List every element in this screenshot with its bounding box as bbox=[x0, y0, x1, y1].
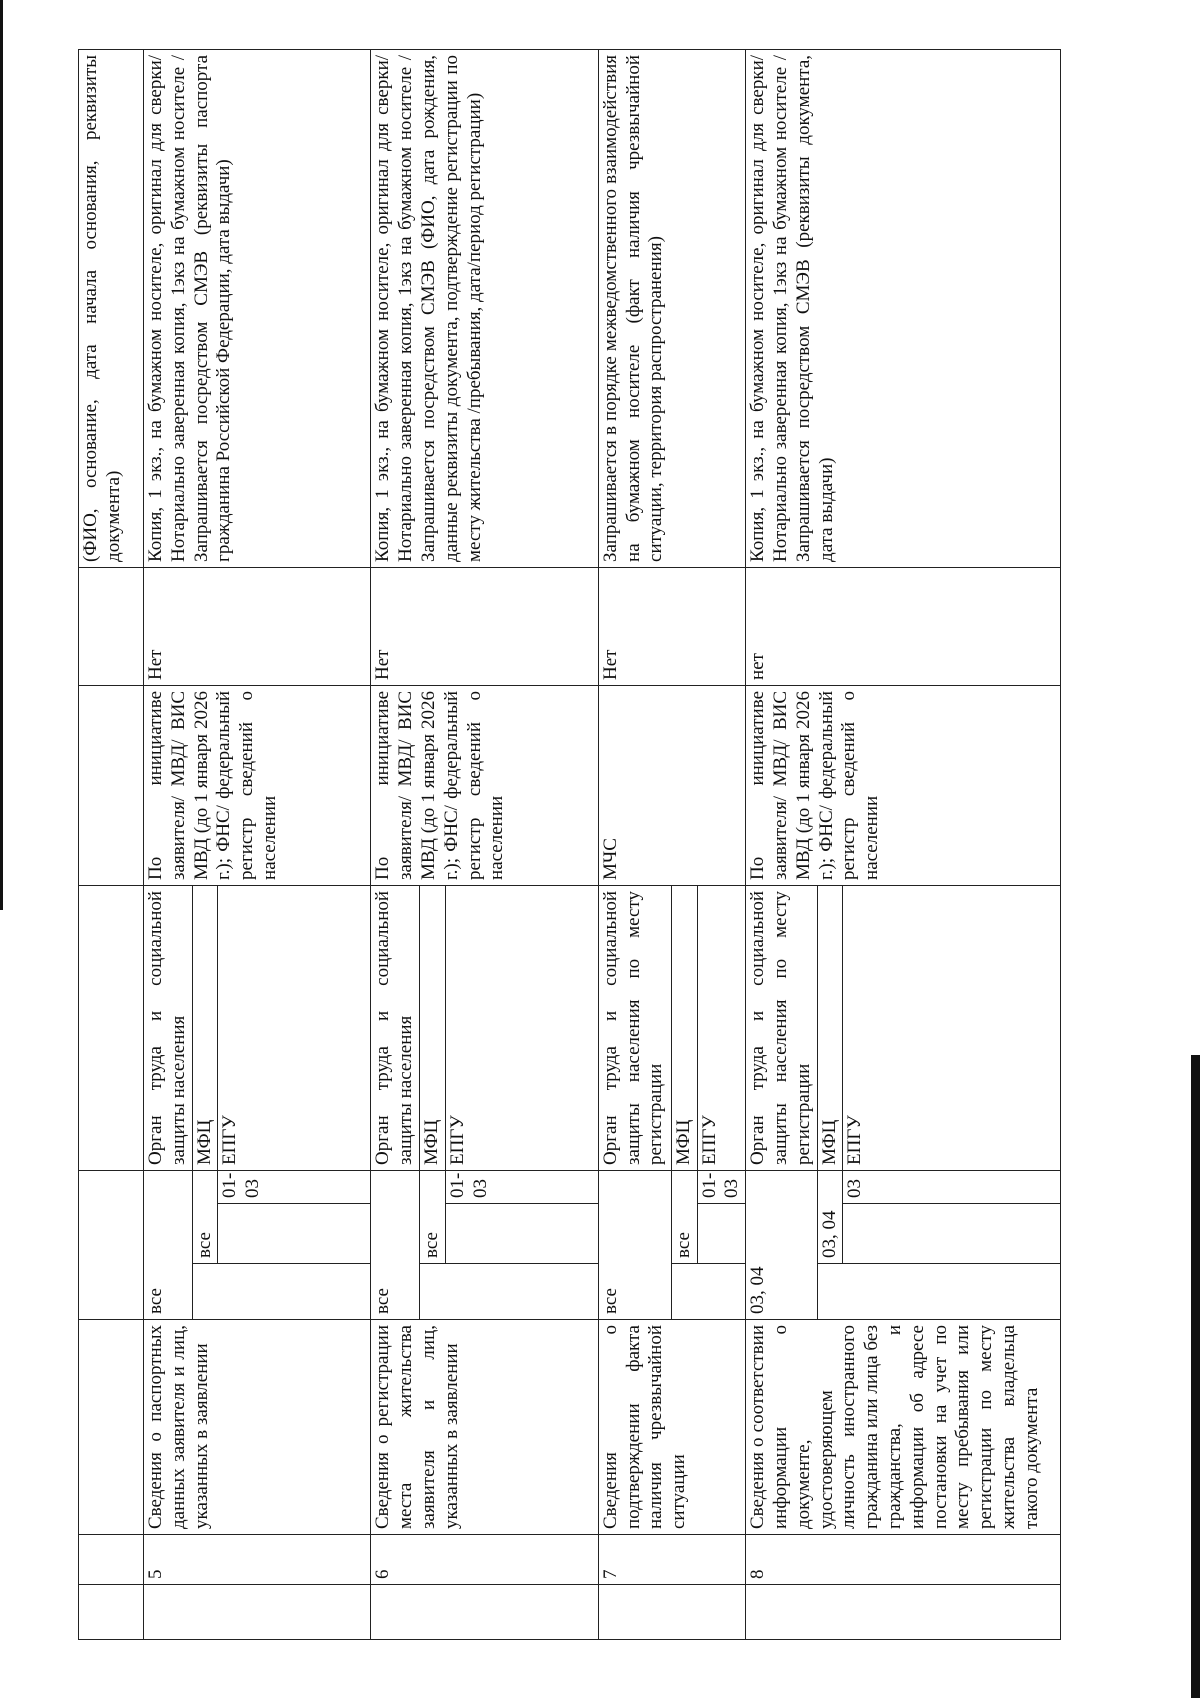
cell-code: все bbox=[671, 1170, 697, 1263]
cell-blank bbox=[79, 1585, 144, 1640]
cell-code: все bbox=[598, 1170, 671, 1319]
cell-blank bbox=[79, 685, 144, 885]
row-number: 6 bbox=[371, 1535, 598, 1585]
row-number: 5 bbox=[144, 1535, 371, 1585]
cell-code: все bbox=[371, 1170, 420, 1319]
cell-title: Сведения о паспортных данных заявителя и лиц, указанных в заявлении bbox=[144, 1320, 371, 1535]
table-row bbox=[746, 49, 817, 1639]
cell-code: 03 bbox=[843, 1170, 1061, 1203]
cell-channel: МФЦ bbox=[192, 885, 218, 1170]
cell-source: МЧС bbox=[598, 685, 745, 885]
cell-blank bbox=[746, 1585, 1061, 1640]
cell-code: 01-03 bbox=[697, 1170, 746, 1203]
cell-blank bbox=[79, 567, 144, 685]
cell-channel: ЕПГУ bbox=[843, 885, 1061, 1170]
cell-details: (ФИО, основание, дата начала основания, реквизиты документа) bbox=[79, 49, 144, 567]
cell-source: По инициативе заявителя/ МВД/ ВИС МВД (до 1 января 2026 г.); ФНС/ федеральный регистр сведений о населении bbox=[746, 685, 1061, 885]
cell-details: Копия, 1 экз., на бумажном носителе, оригинал для сверки/Нотариально заверенная копия, 1экз на бумажном носителе / Запрашивается посредством СМЭВ (реквизиты документа, дата выдачи) bbox=[746, 49, 1061, 567]
cell-code: все bbox=[192, 1170, 218, 1263]
cell-channel: ЕПГУ bbox=[445, 885, 598, 1170]
row-number: 8 bbox=[746, 1535, 1061, 1585]
cell-blank bbox=[671, 1264, 745, 1320]
cell-code: 03, 04 bbox=[817, 1170, 843, 1263]
cell-channel: МФЦ bbox=[419, 885, 445, 1170]
cell-blank bbox=[79, 885, 144, 1170]
cell-code: 03, 04 bbox=[746, 1170, 817, 1319]
cell-source: По инициативе заявителя/ МВД/ ВИС МВД (до 1 января 2026 г.); ФНС/ федеральный регистр сведений о населении bbox=[371, 685, 598, 885]
cell-channel: МФЦ bbox=[671, 885, 697, 1170]
cell-channel: Орган труда и социальной защиты населения bbox=[144, 885, 193, 1170]
scan-edge-mark-right bbox=[1191, 1055, 1200, 1698]
cell-channel: ЕПГУ bbox=[697, 885, 746, 1170]
cell-title: Сведения о регистрации места жительства заявителя и лиц, указанных в заявлении bbox=[371, 1320, 598, 1535]
cell-code: 01-03 bbox=[218, 1170, 371, 1203]
cell-details: Запрашивается в порядке межведомственного взаимодействия на бумажном носителе (факт наличия чрезвычайной ситуации, территория распространения) bbox=[598, 49, 745, 567]
cell-blank bbox=[144, 1585, 371, 1640]
cell-blank bbox=[79, 1535, 144, 1585]
cell-blank bbox=[697, 1204, 746, 1264]
cell-flag: Нет bbox=[371, 567, 598, 685]
cell-blank bbox=[371, 1585, 598, 1640]
rotated-page bbox=[78, 50, 1168, 1640]
cell-channel: Орган труда и социальной защиты населения по месту регистрации bbox=[598, 885, 671, 1170]
cell-blank bbox=[79, 1320, 144, 1535]
cell-flag: Нет bbox=[144, 567, 371, 685]
documents-table bbox=[78, 49, 1061, 1640]
cell-blank bbox=[843, 1204, 1061, 1264]
table-row bbox=[79, 49, 144, 1639]
cell-channel: Орган труда и социальной защиты населения по месту регистрации bbox=[746, 885, 817, 1170]
cell-blank bbox=[218, 1204, 371, 1264]
cell-blank bbox=[817, 1264, 1061, 1320]
cell-details: Копия, 1 экз., на бумажном носителе, оригинал для сверки/Нотариально заверенная копия, 1экз на бумажном носителе / Запрашивается посредством СМЭВ (реквизиты паспорта гражданина Российской Федерации, дата выдачи) bbox=[144, 49, 371, 567]
cell-code: все bbox=[419, 1170, 445, 1263]
cell-blank bbox=[419, 1264, 598, 1320]
cell-title: Сведения о соответствии информации о документе, удостоверяющем личность иностранного гражданина или лица без гражданства, и информации об адресе постановки на учет по месту пребывания или регистрации по месту жительства владельца такого документа bbox=[746, 1320, 1061, 1535]
cell-flag: Нет bbox=[598, 567, 745, 685]
cell-details: Копия, 1 экз., на бумажном носителе, оригинал для сверки/Нотариально заверенная копия, 1экз на бумажном носителе / Запрашивается посредством СМЭВ (ФИО, дата рождения, данные реквизиты документа, подтверждение регистрации по месту жительства /пребывания, дата/период регистрации) bbox=[371, 49, 598, 567]
cell-source: По инициативе заявителя/ МВД/ ВИС МВД (до 1 января 2026 г.); ФНС/ федеральный регистр сведений о населении bbox=[144, 685, 371, 885]
table-row bbox=[144, 49, 193, 1639]
table-row bbox=[371, 49, 420, 1639]
table-row bbox=[598, 49, 671, 1639]
cell-flag: нет bbox=[746, 567, 1061, 685]
cell-channel: ЕПГУ bbox=[218, 885, 371, 1170]
cell-channel: МФЦ bbox=[817, 885, 843, 1170]
cell-code: все bbox=[144, 1170, 193, 1319]
cell-blank bbox=[445, 1204, 598, 1264]
row-number: 7 bbox=[598, 1535, 745, 1585]
cell-blank bbox=[79, 1170, 144, 1319]
cell-title: Сведения о подтверждении факта наличия чрезвычайной ситуации bbox=[598, 1320, 745, 1535]
cell-blank bbox=[598, 1585, 745, 1640]
cell-code: 01-03 bbox=[445, 1170, 598, 1203]
scan-edge-mark-left bbox=[0, 0, 3, 910]
cell-channel: Орган труда и социальной защиты населения bbox=[371, 885, 420, 1170]
cell-blank bbox=[192, 1264, 371, 1320]
